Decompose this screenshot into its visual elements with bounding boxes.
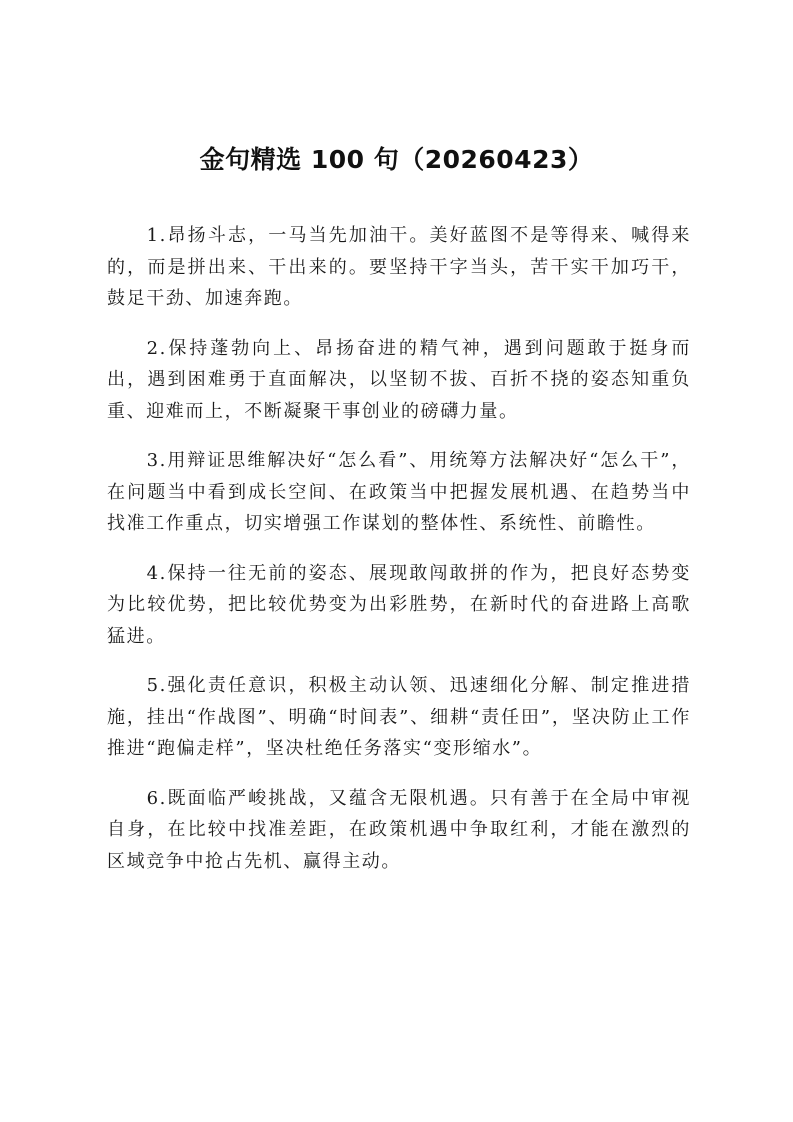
- paragraph-6: 6.既面临严峻挑战，又蕴含无限机遇。只有善于在全局中审视自身，在比较中找准差距，在政策机遇中争取红利，才能在激烈的区域竞争中抢占先机、赢得主动。: [107, 787, 691, 872]
- paragraph-4: 4.保持一往无前的姿态、展现敢闯敢拼的作为，把良好态势变为比较优势，把比较优势变为出彩胜势，在新时代的奋进路上高歌猛进。: [107, 562, 691, 647]
- paragraph-3: 3.用辩证思维解决好“怎么看”、用统筹方法解决好“怎么干”，在问题当中看到成长空间、在政策当中把握发展机遇、在趋势当中找准工作重点，切实增强工作谋划的整体性、系统性、前瞻性。: [107, 450, 691, 534]
- paragraph-2: 2.保持蓬勃向上、昂扬奋进的精气神，遇到问题敢于挺身而出，遇到困难勇于直面解决，以坚韧不拔、百折不挠的姿态知重负重、迎难而上，不断凝聚干事创业的磅礴力量。: [107, 337, 691, 422]
- paragraph-5: 5.强化责任意识，积极主动认领、迅速细化分解、制定推进措施，挂出“作战图”、明确“时间表”、细耕“责任田”，坚决防止工作推进“跑偏走样”，坚决杜绝任务落实“变形缩水”。: [107, 675, 691, 759]
- paragraph-1: 1.昂扬斗志，一马当先加油干。美好蓝图不是等得来、喊得来的，而是拼出来、干出来的。要坚持干字当头，苦干实干加巧干，鼓足干劲、加速奔跑。: [107, 225, 691, 309]
- document-title: 金句精选 100 句（20260423）: [199, 145, 594, 174]
- document-body: [107, 220, 691, 895]
